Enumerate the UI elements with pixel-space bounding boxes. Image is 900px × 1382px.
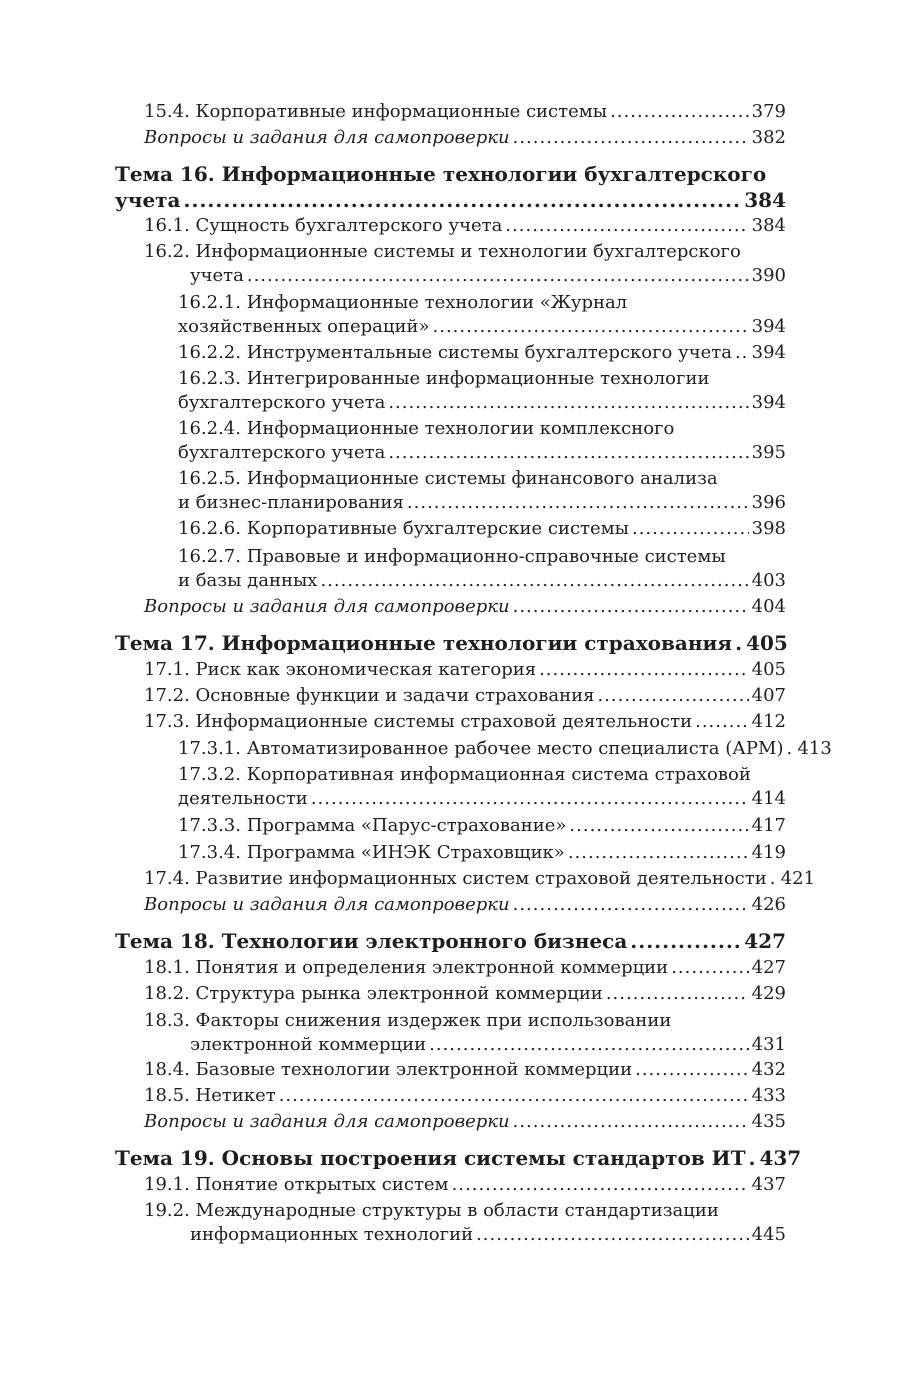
toc-entry-subsub xyxy=(178,417,786,465)
dot-leader xyxy=(735,341,749,365)
page-number: 435 xyxy=(751,1111,786,1132)
toc-entry-sub xyxy=(144,1173,786,1197)
dot-leader xyxy=(671,956,748,980)
dot-leader xyxy=(597,684,748,708)
toc-entry-title: Вопросы и задания для самопроверки xyxy=(144,894,510,915)
toc-entry-title: Тема 17. Информационные технологии страхования xyxy=(115,631,733,655)
page-number: 432 xyxy=(751,1059,786,1080)
dot-leader xyxy=(748,1145,756,1171)
dot-leader xyxy=(632,517,749,541)
toc-entry-subsub xyxy=(178,291,786,339)
toc-entry-subsub xyxy=(178,467,786,515)
page-number: 417 xyxy=(751,815,786,836)
toc-entry-title-continued: учета xyxy=(190,265,244,286)
toc-entry-sub xyxy=(144,240,786,288)
dot-leader xyxy=(513,595,749,619)
page-number: 382 xyxy=(751,127,786,148)
toc-entry-title-continued: деятельности xyxy=(178,788,308,809)
toc-entry-title: 17.2. Основные функции и задачи страхования xyxy=(144,685,595,706)
page-number: 413 xyxy=(797,738,832,759)
dot-leader xyxy=(184,187,742,213)
page-number: 395 xyxy=(751,442,786,463)
dot-leader xyxy=(513,1110,749,1134)
toc-entry-sub xyxy=(144,956,786,980)
page-number: 379 xyxy=(751,101,786,122)
toc-entry-title: 18.5. Нетикет xyxy=(144,1085,276,1106)
toc-entry-subsub xyxy=(178,841,786,865)
page-number: 384 xyxy=(744,188,786,212)
toc-entry-sub xyxy=(144,214,786,238)
dot-leader xyxy=(513,893,749,917)
page-number: 394 xyxy=(751,342,786,363)
page-number: 419 xyxy=(751,842,786,863)
toc-entry-subsub xyxy=(178,545,786,593)
toc-entry-title: 17.3.2. Корпоративная информационная система страховой xyxy=(178,764,751,785)
toc-entry-sub xyxy=(144,658,786,682)
dot-leader xyxy=(610,100,749,124)
toc-entry-title: 18.4. Базовые технологии электронной коммерции xyxy=(144,1059,633,1080)
page-number: 405 xyxy=(746,631,788,655)
toc-entry-subsub xyxy=(178,737,832,761)
toc-entry-title: 18.2. Структура рынка электронной коммерции xyxy=(144,983,603,1004)
toc-entry-title: 19.1. Понятие открытых систем xyxy=(144,1174,449,1195)
page-number: 437 xyxy=(759,1146,802,1170)
dot-leader xyxy=(429,1033,749,1057)
page-number: 421 xyxy=(780,868,816,889)
toc-entry-title-continued: и бизнес-планирования xyxy=(178,492,404,513)
toc-entry-title: Тема 18. Технологии электронного бизнеса xyxy=(115,929,628,953)
toc-entry-title-continued: бухгалтерского учета xyxy=(178,392,386,413)
dot-leader xyxy=(311,787,749,811)
toc-entry-questions xyxy=(144,893,786,917)
toc-entry-title: Тема 19. Основы построения системы стандартов ИТ xyxy=(115,1146,746,1170)
dot-leader xyxy=(695,710,749,734)
page-number: 394 xyxy=(751,316,786,337)
page-number: 412 xyxy=(751,711,786,732)
toc-entry-sub xyxy=(144,1199,786,1247)
page-number: 394 xyxy=(751,392,786,413)
toc-entry-questions xyxy=(144,595,786,619)
dot-leader xyxy=(606,982,749,1006)
toc-entry-title: 17.3.4. Программа «ИНЭК Страховщик» xyxy=(178,842,565,863)
page-number: 414 xyxy=(751,788,786,809)
dot-leader xyxy=(513,126,749,150)
page-number: 405 xyxy=(751,659,786,680)
toc-entry-subsub xyxy=(178,367,786,415)
page-number: 427 xyxy=(751,957,786,978)
toc-entry-sub xyxy=(144,100,786,124)
toc-entry-title: 17.3.3. Программа «Парус-страхование» xyxy=(178,815,567,836)
toc-entry-subsub xyxy=(178,517,786,541)
toc-entry-questions xyxy=(144,1110,786,1134)
toc-entry-title-continued: бухгалтерского учета xyxy=(178,442,386,463)
toc-entry-title: 16.2.2. Инструментальные системы бухгалтерского учета xyxy=(178,342,732,363)
toc-entry-title-continued: электронной коммерции xyxy=(190,1034,427,1055)
toc-entry-sub xyxy=(144,1009,786,1057)
dot-leader xyxy=(247,264,749,288)
dot-leader xyxy=(320,569,748,593)
toc-entry-sub xyxy=(144,1058,786,1082)
dot-leader xyxy=(735,630,743,656)
page-number: 384 xyxy=(751,215,786,236)
page-number: 404 xyxy=(751,596,786,617)
toc-entry-topic xyxy=(115,630,786,656)
dot-leader xyxy=(452,1173,749,1197)
toc-entry-title: 16.2.3. Интегрированные информационные технологии xyxy=(178,368,710,389)
page-number: 431 xyxy=(751,1034,786,1055)
dot-leader xyxy=(279,1084,749,1108)
dot-leader xyxy=(476,1223,749,1247)
page-number: 403 xyxy=(751,570,786,591)
toc-entry-sub xyxy=(144,867,816,891)
dot-leader xyxy=(770,867,778,891)
page-number: 437 xyxy=(751,1174,786,1195)
toc-entry-questions xyxy=(144,126,786,150)
page-number: 398 xyxy=(751,518,786,539)
toc-entry-title: Тема 16. Информационные технологии бухгалтерского xyxy=(115,162,767,186)
toc-entry-title: 15.4. Корпоративные информационные системы xyxy=(144,101,608,122)
page-number: 445 xyxy=(751,1224,786,1245)
toc-entry-title: 16.2.1. Информационные технологии «Журнал xyxy=(178,292,628,313)
dot-leader xyxy=(433,315,749,339)
toc-entry-title-continued: учета xyxy=(115,188,181,212)
toc-entry-subsub xyxy=(178,763,786,811)
toc-entry-subsub xyxy=(178,814,786,838)
toc-entry-title: 17.1. Риск как экономическая категория xyxy=(144,659,537,680)
toc-entry-title-continued: и базы данных xyxy=(178,570,318,591)
toc-entry-title: 17.4. Развитие информационных систем страховой деятельности xyxy=(144,868,767,889)
toc-entry-title: 17.3. Информационные системы страховой деятельности xyxy=(144,711,693,732)
page-number: 433 xyxy=(751,1085,786,1106)
toc-entry-title: 18.3. Факторы снижения издержек при использовании xyxy=(144,1010,672,1031)
toc-entry-title: 16.2.5. Информационные системы финансового анализа xyxy=(178,468,718,489)
toc-entry-title: Вопросы и задания для самопроверки xyxy=(144,127,510,148)
toc-entry-title: 19.2. Международные структуры в области стандартизации xyxy=(144,1200,719,1221)
dot-leader xyxy=(568,841,749,865)
dot-leader xyxy=(630,928,741,954)
toc-entry-sub xyxy=(144,684,786,708)
toc-entry-title: 17.3.1. Автоматизированное рабочее место специалиста (АРМ) xyxy=(178,738,784,759)
toc-entry-sub xyxy=(144,982,786,1006)
dot-leader xyxy=(786,737,794,761)
dot-leader xyxy=(407,491,749,515)
toc-entry-topic xyxy=(115,1145,802,1171)
page-number: 396 xyxy=(751,492,786,513)
toc-entry-title: 16.2.7. Правовые и информационно-справочные системы xyxy=(178,546,726,567)
toc-entry-title-continued: хозяйственных операций» xyxy=(178,316,430,337)
toc-entry-topic xyxy=(115,928,786,954)
toc-entry-sub xyxy=(144,1084,786,1108)
toc-entry-title: 18.1. Понятия и определения электронной коммерции xyxy=(144,957,669,978)
toc-entry-title: Вопросы и задания для самопроверки xyxy=(144,596,510,617)
dot-leader xyxy=(569,814,748,838)
toc-entry-title: 16.2. Информационные системы и технологии бухгалтерского xyxy=(144,241,741,262)
toc-entry-topic xyxy=(115,161,786,213)
toc-entry-sub xyxy=(144,710,786,734)
toc-entry-title: 16.2.6. Корпоративные бухгалтерские системы xyxy=(178,518,629,539)
dot-leader xyxy=(539,658,749,682)
dot-leader xyxy=(505,214,748,238)
dot-leader xyxy=(388,391,748,415)
toc-entry-title: Вопросы и задания для самопроверки xyxy=(144,1111,510,1132)
dot-leader xyxy=(388,441,748,465)
page-number: 407 xyxy=(751,685,786,706)
toc-entry-subsub xyxy=(178,341,786,365)
page-number: 426 xyxy=(751,894,786,915)
toc-entry-title-continued: информационных технологий xyxy=(190,1224,474,1245)
page-number: 390 xyxy=(751,265,786,286)
toc-entry-title: 16.2.4. Информационные технологии комплексного xyxy=(178,418,675,439)
page-number: 427 xyxy=(744,929,786,953)
page-number: 429 xyxy=(751,983,786,1004)
toc-entry-title: 16.1. Сущность бухгалтерского учета xyxy=(144,215,503,236)
dot-leader xyxy=(635,1058,749,1082)
